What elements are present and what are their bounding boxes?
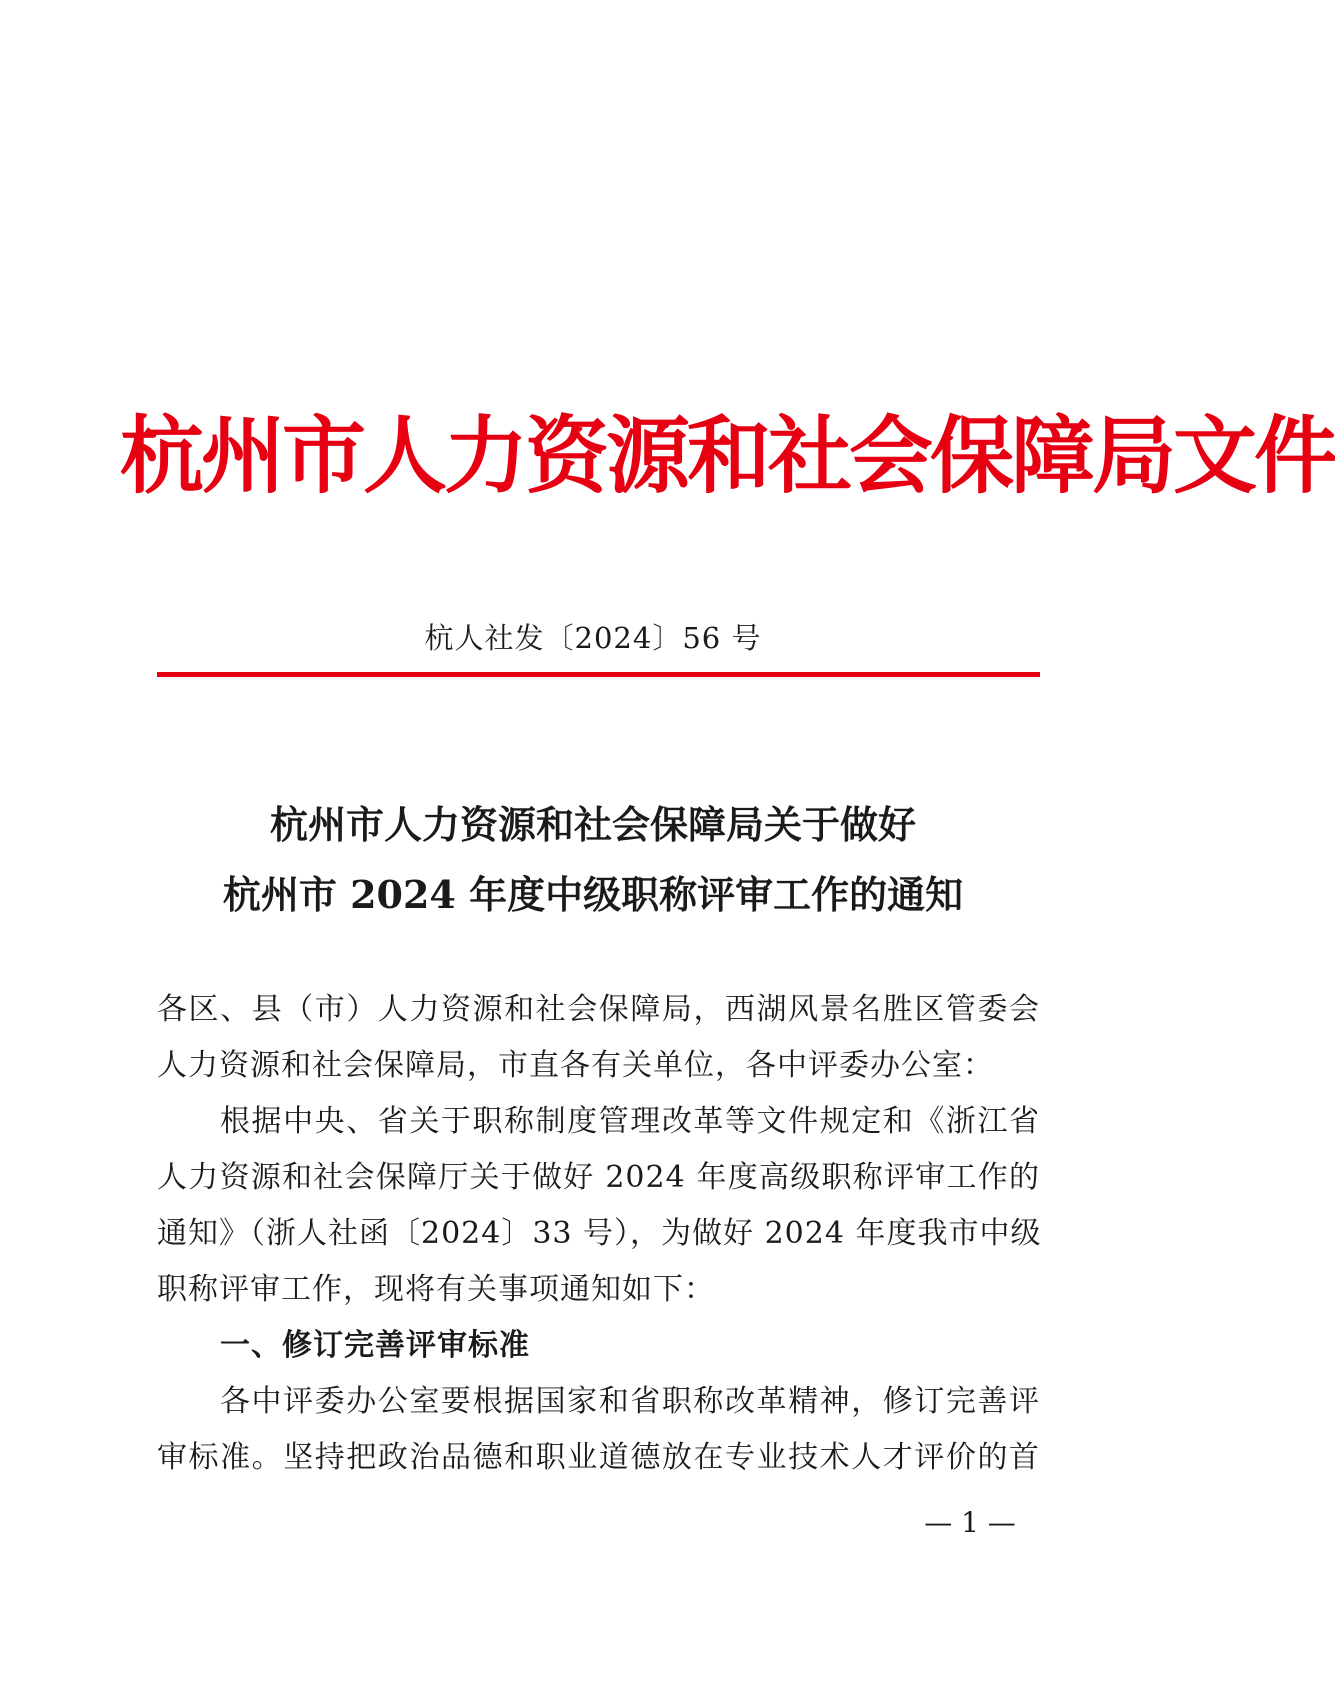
addressee-line-1: 各区、县（市）人力资源和社会保障局，西湖风景名胜区管委会 [157, 992, 1040, 1027]
body-paragraph-1-line-1: 根据中央、省关于职称制度管理改革等文件规定和《浙江省 [220, 1104, 1040, 1139]
body-paragraph-1-line-4: 职称评审工作，现将有关事项通知如下： [157, 1272, 715, 1307]
document-number: 杭人社发〔2024〕56 号 [424, 621, 762, 655]
document-title [0, 790, 1186, 930]
document-body [157, 982, 1040, 1486]
title-line-2: 杭州市 2024 年度中级职称评审工作的通知 [222, 872, 964, 917]
body-paragraph-1-line-2: 人力资源和社会保障厅关于做好 2024 年度高级职称评审工作的 [157, 1160, 1040, 1195]
red-divider-rule [157, 672, 1040, 677]
document-masthead: 杭州市人力资源和社会保障局文件 [120, 406, 1335, 505]
page-number: — 1 — [924, 1506, 1016, 1539]
body-paragraph-2-line-2: 审标准。坚持把政治品德和职业道德放在专业技术人才评价的首 [157, 1440, 1040, 1475]
body-paragraph-1-line-3: 通知》（浙人社函〔2024〕33 号），为做好 2024 年度我市中级 [157, 1216, 1042, 1251]
title-line-1: 杭州市人力资源和社会保障局关于做好 [269, 802, 916, 847]
section-heading-1: 一、修订完善评审标准 [220, 1328, 530, 1363]
body-paragraph-2-line-1: 各中评委办公室要根据国家和省职称改革精神，修订完善评 [220, 1384, 1040, 1419]
addressee-line-2: 人力资源和社会保障局，市直各有关单位，各中评委办公室： [157, 1048, 994, 1083]
